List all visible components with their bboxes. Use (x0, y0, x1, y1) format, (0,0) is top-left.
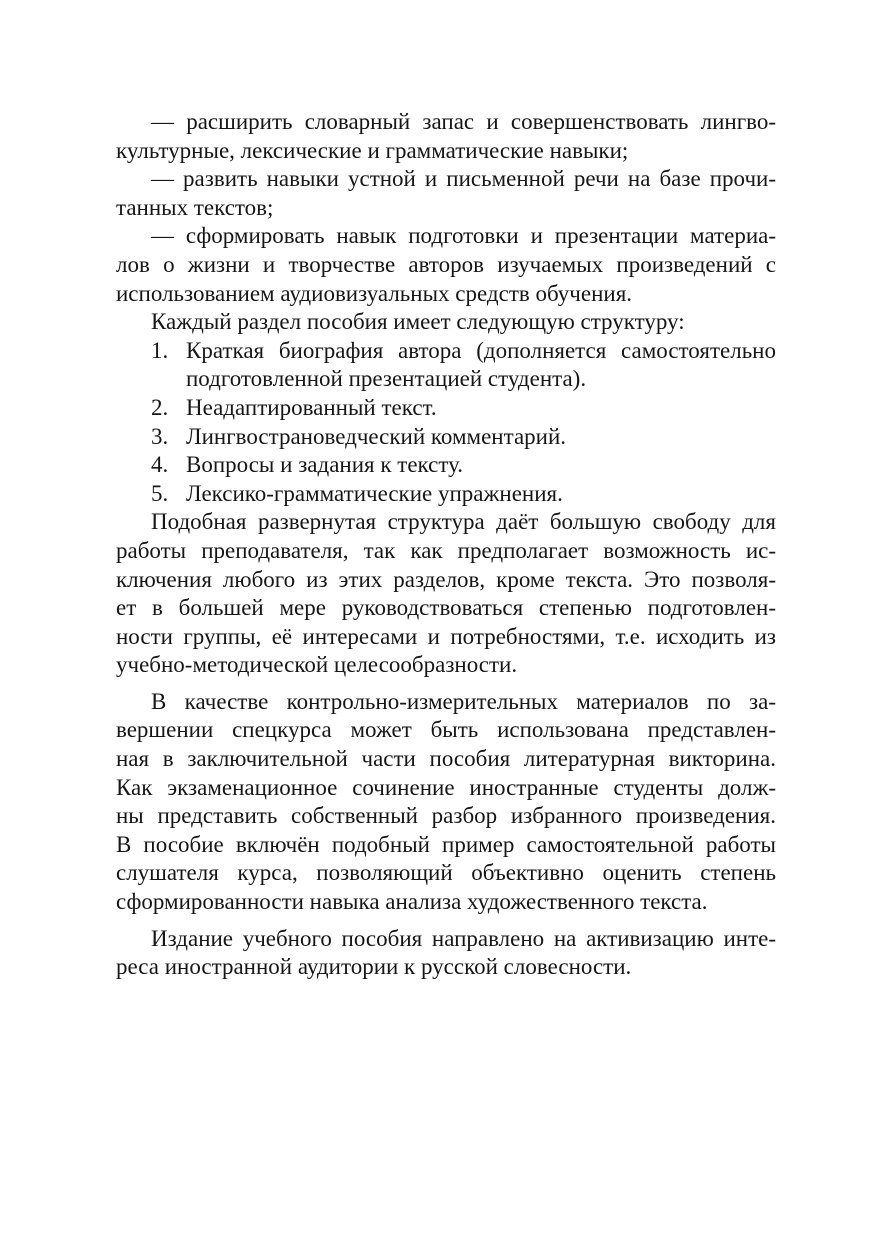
list-item-text: подготовленной презентацией студента). (186, 366, 587, 392)
list-item-number: 4. (151, 452, 169, 478)
text-line: Издание учебного пособия направлено на активизацию инте- (151, 925, 776, 951)
text-line: В качестве контрольно-измерительных материалов по за- (151, 688, 776, 714)
text-line: использованием аудиовизуальных средств обучения. (116, 280, 633, 306)
list-item (116, 394, 776, 423)
text-line: работы преподавателя, так как предполагает возможность ис- (116, 537, 776, 563)
structure-list (116, 337, 776, 509)
paragraph (116, 688, 776, 917)
list-item-number: 3. (151, 423, 169, 449)
list-item (116, 337, 776, 394)
text-line: Подобная развернутая структура даёт большую свободу для (151, 509, 776, 535)
text-line: — развить навыки устной и письменной речи на базе прочи- (151, 166, 776, 192)
text-line: ности группы, её интересами и потребностями, т.е. исходить из (116, 623, 776, 649)
text-line: Как экзаменационное сочинение иностранные студенты долж- (116, 774, 776, 800)
text-line: ключения любого из этих разделов, кроме текста. Это позволя- (116, 566, 776, 592)
list-item-number: 2. (151, 394, 169, 420)
paragraph (116, 925, 776, 982)
text-line: ная в заключительной части пособия литературная викторина. (116, 746, 776, 772)
text-line: — расширить словарный запас и совершенствовать лингво- (151, 109, 776, 134)
list-item-text: Лингвострановедческий комментарий. (186, 423, 567, 449)
text-line: лов о жизни и творчестве авторов изучаемых произведений с (116, 251, 776, 277)
list-item (116, 451, 776, 480)
text-line: ны представить собственный разбор избранного произведения. (116, 803, 776, 829)
goal-item (116, 108, 776, 165)
text-line: учебно-методической целесообразности. (116, 652, 518, 678)
list-item (116, 423, 776, 452)
text-line: реса иностранной аудитории к русской словесности. (116, 954, 632, 980)
body-text (116, 108, 776, 982)
text-line: ет в большей мере руководствоваться степенью подготовлен- (116, 595, 776, 621)
text-line: — сформировать навык подготовки и презентации материа- (151, 223, 776, 249)
list-item-text: Краткая биография автора (дополняется самостоятельно (186, 337, 776, 363)
list-item-text: Лексико-грамматические упражнения. (186, 480, 563, 506)
text-line: слушателя курса, позволяющий объективно оценить степень (116, 860, 776, 886)
goal-item (116, 222, 776, 308)
goal-item (116, 165, 776, 222)
paragraph (116, 508, 776, 680)
text-line: В пособие включён подобный пример самостоятельной работы (116, 831, 776, 857)
structure-intro: Каждый раздел пособия имеет следующую структуру: (151, 309, 685, 335)
list-item (116, 480, 776, 509)
text-line: танных текстов; (116, 194, 274, 220)
list-item-text: Вопросы и задания к тексту. (186, 452, 464, 478)
text-line: сформированности навыка анализа художественного текста. (116, 889, 708, 915)
text-line: вершении спецкурса может быть использована представлен- (116, 717, 776, 743)
text-line: культурные, лексические и грамматические навыки; (116, 137, 629, 163)
list-item-number: 5. (151, 480, 169, 506)
list-item-text: Неадаптированный текст. (186, 394, 437, 420)
list-item-number: 1. (151, 337, 169, 363)
